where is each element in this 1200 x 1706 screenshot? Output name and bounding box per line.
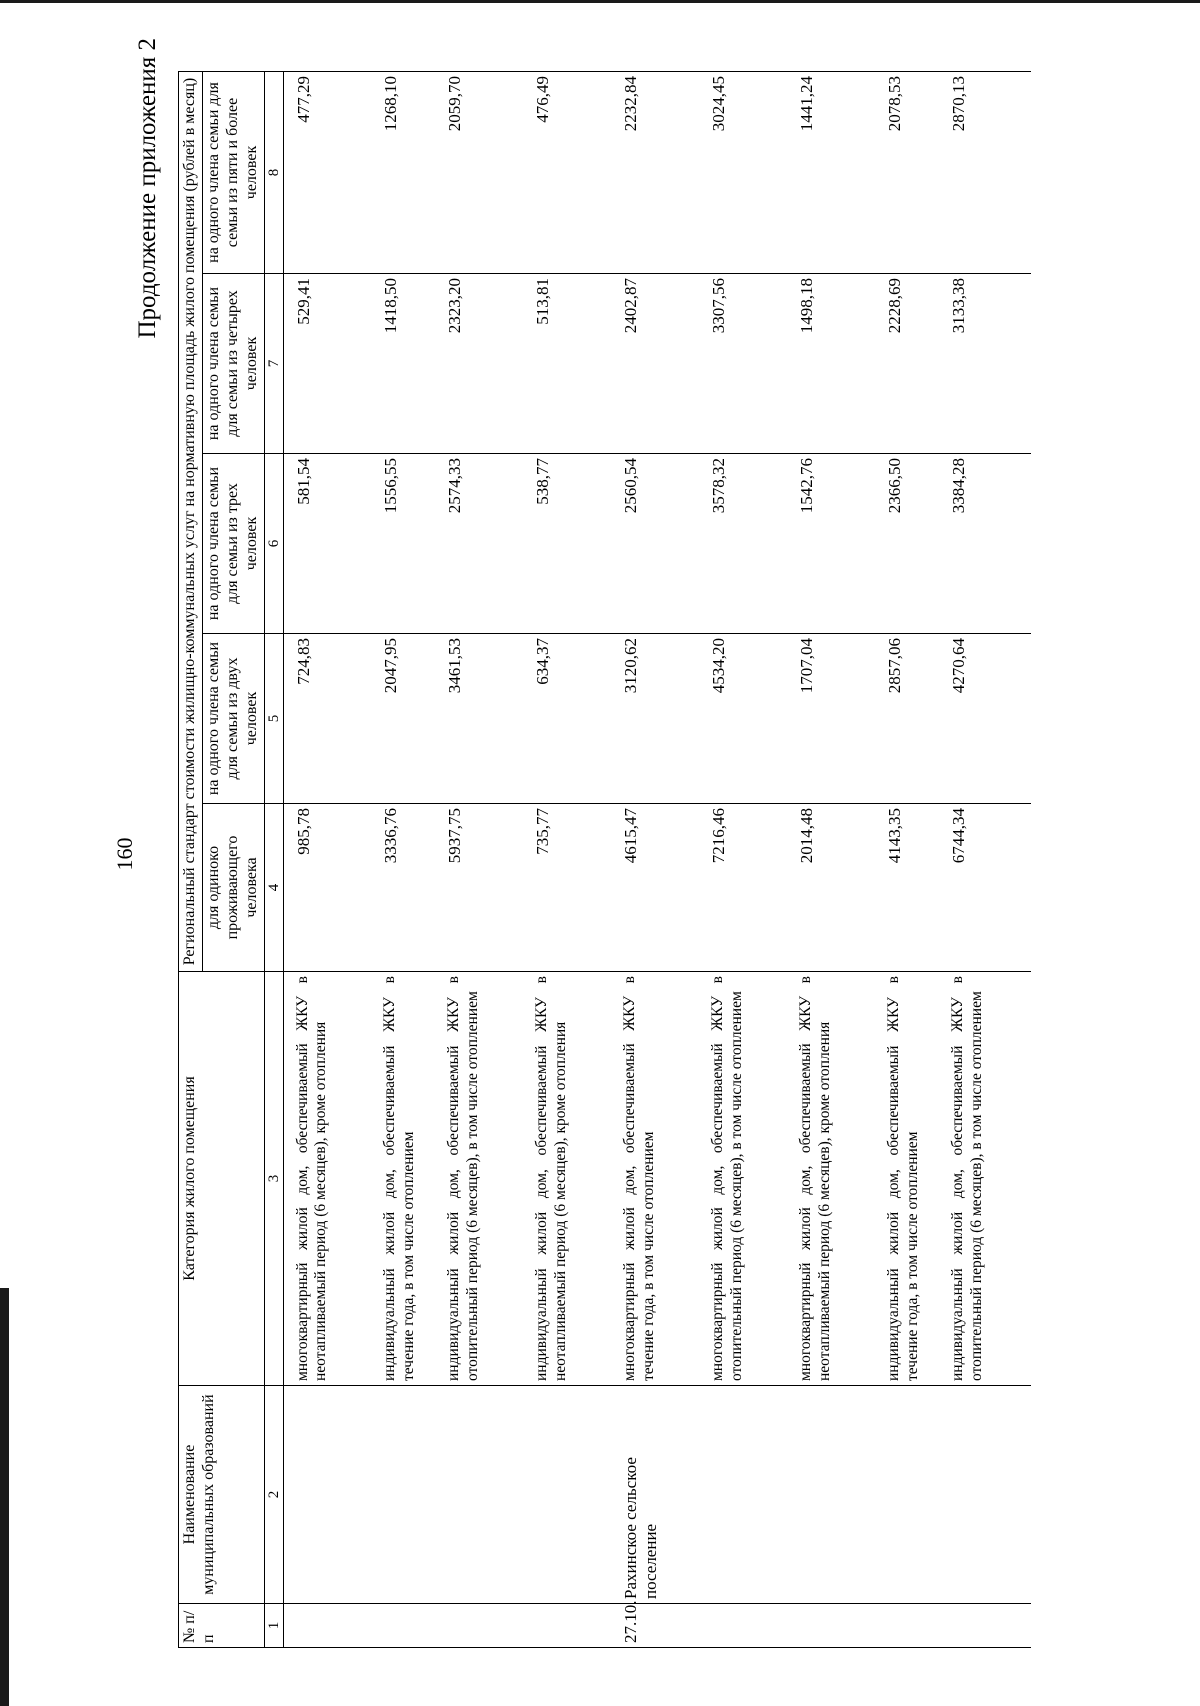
value-five-plus: 1441,24 [791,71,879,273]
row-number: 27.10. [615,1604,703,1648]
value-three: 3578,32 [703,454,791,634]
row-number [791,1604,879,1648]
header-sub-4: на одного члена семьи для семьи из четырех человек [202,274,264,454]
row-number [943,1604,1031,1648]
municipality-name [879,1386,943,1604]
value-three: 2574,33 [439,454,527,634]
municipality-name [439,1386,527,1604]
value-five-plus: 2078,53 [879,71,943,273]
value-single: 2014,48 [791,804,879,972]
table-row [791,71,879,1647]
value-two: 634,37 [527,634,615,804]
housing-category: многоквартирный жилой дом, обеспечиваемый ЖКУ в течение года, в том числе отоплением [615,972,703,1386]
value-five-plus: 3024,45 [703,71,791,273]
value-two: 4270,64 [943,634,1031,804]
value-two: 1707,04 [791,634,879,804]
value-three: 581,54 [283,454,375,634]
municipality-name [375,1386,439,1604]
header-category: Категория жилого помещения [179,972,265,1386]
value-five-plus: 2059,70 [439,71,527,273]
header-sub-1: для одиноко проживающего человека [202,804,264,972]
value-two: 2857,06 [879,634,943,804]
column-number: 7 [264,274,283,454]
page-number: 160 [112,837,137,871]
header-sub-5: на одного члена семьи для семьи из пяти и более человек [202,71,264,273]
column-number: 4 [264,804,283,972]
value-single: 7216,46 [703,804,791,972]
value-four: 529,41 [283,274,375,454]
municipality-name: Рахинское сельское поселение [615,1386,703,1604]
row-number [879,1604,943,1648]
column-number: 6 [264,454,283,634]
column-number: 1 [264,1604,283,1648]
municipality-name [703,1386,791,1604]
appendix-title: Продолжение приложения 2 [134,38,161,339]
value-three: 1542,76 [791,454,879,634]
table-row [283,71,375,1647]
value-four: 2323,20 [439,274,527,454]
header-number: № п/п [179,1604,265,1648]
value-four: 3133,38 [943,274,1031,454]
header-municipality: Наименование муниципальных образований [179,1386,265,1604]
value-four: 1418,50 [375,274,439,454]
value-single: 4615,47 [615,804,703,972]
header-sub-3: на одного члена семьи для семьи из трех человек [202,454,264,634]
value-three: 538,77 [527,454,615,634]
value-three: 3384,28 [943,454,1031,634]
table-row [375,71,439,1647]
table-row [879,71,943,1647]
tariff-table [178,71,1031,1648]
value-three: 1556,55 [375,454,439,634]
table-row [615,71,703,1647]
value-five-plus: 2232,84 [615,71,703,273]
value-five-plus: 477,29 [283,71,375,273]
value-two: 3461,53 [439,634,527,804]
column-number: 3 [264,972,283,1386]
value-four: 1498,18 [791,274,879,454]
municipality-name [283,1386,375,1604]
column-number: 8 [264,71,283,273]
housing-category: многоквартирный жилой дом, обеспечиваемый ЖКУ в неотапливаемый период (6 месяцев), кроме отопления [791,972,879,1386]
value-five-plus: 1268,10 [375,71,439,273]
value-single: 4143,35 [879,804,943,972]
value-four: 2402,87 [615,274,703,454]
municipality-name [527,1386,615,1604]
housing-category: многоквартирный жилой дом, обеспечиваемый ЖКУ в отопительный период (6 месяцев), в том числе отоплением [703,972,791,1386]
municipality-name [943,1386,1031,1604]
value-two: 2047,95 [375,634,439,804]
table-row [527,71,615,1647]
column-number: 5 [264,634,283,804]
header-sub-2: на одного члена семьи для семьи из двух человек [202,634,264,804]
value-three: 2560,54 [615,454,703,634]
row-number [283,1604,375,1648]
row-number [375,1604,439,1648]
row-number [439,1604,527,1648]
value-five-plus: 476,49 [527,71,615,273]
housing-category: индивидуальный жилой дом, обеспечиваемый ЖКУ в течение года, в том числе отоплением [879,972,943,1386]
header-group: Региональный стандарт стоимости жилищно-коммунальных услуг на нормативную площадь жилого помещения (рублей в месяц) [179,71,203,971]
row-number [703,1604,791,1648]
value-three: 2366,50 [879,454,943,634]
value-two: 3120,62 [615,634,703,804]
table-row [703,71,791,1647]
value-four: 3307,56 [703,274,791,454]
value-single: 735,77 [527,804,615,972]
value-single: 6744,34 [943,804,1031,972]
value-four: 513,81 [527,274,615,454]
housing-category: индивидуальный жилой дом, обеспечиваемый ЖКУ в отопительный период (6 месяцев), в том числе отоплением [943,972,1031,1386]
value-single: 985,78 [283,804,375,972]
table-row [943,71,1031,1647]
municipality-name [791,1386,879,1604]
value-single: 5937,75 [439,804,527,972]
table-row [439,71,527,1647]
housing-category: многоквартирный жилой дом, обеспечиваемый ЖКУ в неотапливаемый период (6 месяцев), кроме отопления [283,972,375,1386]
value-five-plus: 2870,13 [943,71,1031,273]
row-number [527,1604,615,1648]
housing-category: индивидуальный жилой дом, обеспечиваемый ЖКУ в отопительный период (6 месяцев), в том числе отоплением [439,972,527,1386]
value-two: 4534,20 [703,634,791,804]
value-two: 724,83 [283,634,375,804]
column-number: 2 [264,1386,283,1604]
housing-category: индивидуальный жилой дом, обеспечиваемый ЖКУ в течение года, в том числе отоплением [375,972,439,1386]
housing-category: индивидуальный жилой дом, обеспечиваемый ЖКУ в неотапливаемый период (6 месяцев), кроме отопления [527,972,615,1386]
value-single: 3336,76 [375,804,439,972]
value-four: 2228,69 [879,274,943,454]
